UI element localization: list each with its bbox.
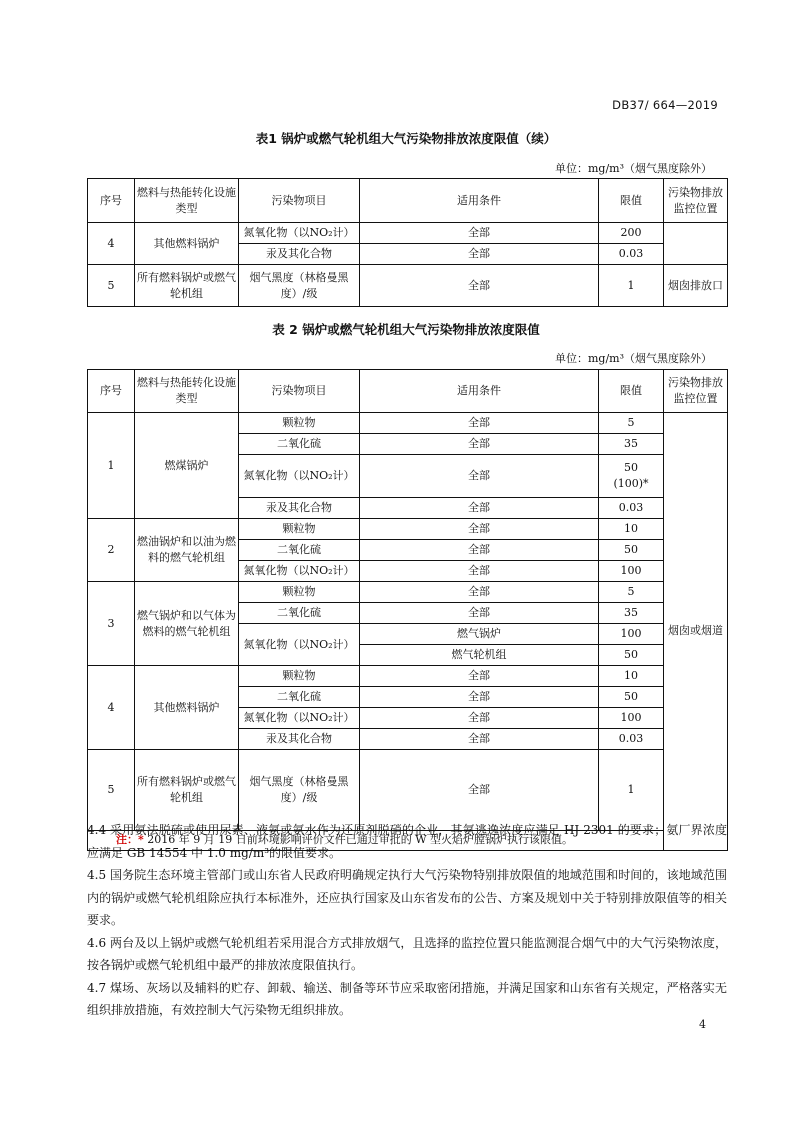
row-pollutant: 氮氧化物（以NO₂计）: [239, 223, 360, 244]
row-limit: 0.03: [599, 244, 664, 265]
row-condition: 燃气轮机组: [360, 645, 599, 666]
col-fuel-header: 燃料与热能转化设施类型: [135, 179, 239, 223]
paragraph-4-6: 4.6 两台及以上锅炉或燃气轮机组若采用混合方式排放烟气，且选择的监控位置只能监测混合烟气中的大气污染物浓度，按各锅炉或燃气轮机组中最严的排放浓度限值执行。: [87, 935, 727, 972]
col-condition-header: 适用条件: [360, 179, 599, 223]
row-pollutant: 二氧化硫: [239, 540, 360, 561]
table2-header-row: [88, 370, 728, 413]
row-limit: 50: [599, 645, 664, 666]
table-row: [88, 519, 728, 540]
row-limit: 50: [599, 687, 664, 708]
col-no-header: 序号: [88, 370, 135, 413]
note-label: 注：*: [116, 833, 144, 847]
row-limit: 200: [599, 223, 664, 244]
row-fuel: 所有燃料锅炉或燃气轮机组: [135, 750, 239, 831]
row-condition: 全部: [360, 244, 599, 265]
table-row: [88, 666, 728, 687]
row-fuel: 燃油锅炉和以油为燃料的燃气轮机组: [135, 519, 239, 582]
col-limit-header: 限值: [599, 179, 664, 223]
row-limit: 50: [599, 540, 664, 561]
row-condition: 全部: [360, 223, 599, 244]
row-pollutant: 汞及其化合物: [239, 244, 360, 265]
row-limit: [599, 455, 664, 498]
col-pollutant-header: 污染物项目: [239, 179, 360, 223]
row-location-empty: [664, 223, 728, 265]
row-fuel: 燃气锅炉和以气体为燃料的燃气轮机组: [135, 582, 239, 666]
col-fuel-header: 燃料与热能转化设施类型: [135, 370, 239, 413]
row-limit: 35: [599, 434, 664, 455]
row-limit: 100: [599, 708, 664, 729]
row-condition: 燃气锅炉: [360, 624, 599, 645]
body-text: [87, 819, 727, 1022]
col-no-header: 序号: [88, 179, 135, 223]
row-fuel: 燃煤锅炉: [135, 413, 239, 519]
col-location-header: 污染物排放监控位置: [664, 179, 728, 223]
row-no: 2: [88, 519, 135, 582]
paragraph-4-5: 4.5 国务院生态环境主管部门或山东省人民政府明确规定执行大气污染物特别排放限值的地域范围和时间的，该地域范围内的锅炉或燃气轮机组除应执行本标准外，还应执行国家及山东省发布的公告、方案及规划中关于特别排放限值等的相关要求。: [87, 868, 727, 927]
row-condition: 全部: [360, 434, 599, 455]
paragraph-4-7: 4.7 煤场、灰场以及辅料的贮存、卸载、输送、制备等环节应采取密闭措施，并满足国家和山东省有关规定，严格落实无组织排放措施，有效控制大气污染物无组织排放。: [87, 980, 727, 1017]
row-condition: 全部: [360, 540, 599, 561]
row-fuel: 所有燃料锅炉或燃气轮机组: [135, 265, 239, 307]
row-limit: 5: [599, 582, 664, 603]
table2: [87, 369, 728, 851]
row-condition: 全部: [360, 455, 599, 498]
table-row: [88, 223, 728, 244]
row-limit: 10: [599, 666, 664, 687]
row-condition: 全部: [360, 666, 599, 687]
row-condition: 全部: [360, 750, 599, 831]
table1-caption: 表1 锅炉或燃气轮机组大气污染物排放浓度限值（续）: [255, 131, 557, 146]
row-condition: 全部: [360, 561, 599, 582]
limit-value: 50: [624, 461, 638, 475]
row-limit: 100: [599, 561, 664, 582]
row-pollutant: 烟气黑度（林格曼黑度）/级: [239, 750, 360, 831]
row-no: 5: [88, 265, 135, 307]
row-pollutant: 汞及其化合物: [239, 498, 360, 519]
row-pollutant: 氮氧化物（以NO₂计）: [239, 561, 360, 582]
row-pollutant: 二氧化硫: [239, 603, 360, 624]
row-pollutant: 颗粒物: [239, 582, 360, 603]
row-location: 烟囱或烟道: [664, 413, 728, 851]
row-no: 4: [88, 666, 135, 750]
table1-unit: 单位：mg/m³（烟气黑度除外）: [554, 162, 712, 175]
row-limit: 0.03: [599, 498, 664, 519]
row-pollutant: 氮氧化物（以NO₂计）: [239, 624, 360, 666]
col-pollutant-header: 污染物项目: [239, 370, 360, 413]
col-condition-header: 适用条件: [360, 370, 599, 413]
row-pollutant: 汞及其化合物: [239, 729, 360, 750]
row-pollutant: 二氧化硫: [239, 434, 360, 455]
row-condition: 全部: [360, 729, 599, 750]
row-pollutant: 烟气黑度（林格曼黑度）/级: [239, 265, 360, 307]
col-location-header: 污染物排放监控位置: [664, 370, 728, 413]
row-fuel: 其他燃料锅炉: [135, 666, 239, 750]
row-no: 5: [88, 750, 135, 831]
col-limit-header: 限值: [599, 370, 664, 413]
row-no: 4: [88, 223, 135, 265]
table1-header-row: [88, 179, 728, 223]
row-limit: 35: [599, 603, 664, 624]
row-pollutant: 颗粒物: [239, 666, 360, 687]
page-number: 4: [699, 1018, 706, 1031]
row-location: 烟囱排放口: [664, 265, 728, 307]
table-row: [88, 582, 728, 603]
row-fuel: 其他燃料锅炉: [135, 223, 239, 265]
row-limit: 10: [599, 519, 664, 540]
row-no: 3: [88, 582, 135, 666]
table2-unit: 单位：mg/m³（烟气黑度除外）: [554, 352, 712, 365]
row-condition: 全部: [360, 265, 599, 307]
paragraph-4-4: 4.4 采用氨法脱硫或使用尿素、液氨或氨水作为还原剂脱硝的企业，其氨逃逸浓度应满足 HJ 2301 的要求；氨厂界浓度应满足 GB 14554 中 1.0 mg/m³的限值要求。: [87, 823, 727, 860]
document-code: DB37/ 664—2019: [612, 98, 718, 112]
table-row: [88, 265, 728, 307]
row-pollutant: 氮氧化物（以NO₂计）: [239, 708, 360, 729]
row-limit: 0.03: [599, 729, 664, 750]
note-text: 2016 年 9 月 19 日前环境影响评价文件已通过审批的 W 型火焰炉膛锅炉执行该限值。: [143, 833, 574, 847]
row-no: 1: [88, 413, 135, 519]
table2-caption: 表 2 锅炉或燃气轮机组大气污染物排放浓度限值: [272, 322, 540, 337]
row-condition: 全部: [360, 582, 599, 603]
row-pollutant: 二氧化硫: [239, 687, 360, 708]
row-condition: 全部: [360, 519, 599, 540]
row-condition: 全部: [360, 603, 599, 624]
row-condition: 全部: [360, 413, 599, 434]
row-condition: 全部: [360, 708, 599, 729]
row-limit: 5: [599, 413, 664, 434]
row-condition: 全部: [360, 687, 599, 708]
row-pollutant: 氮氧化物（以NO₂计）: [239, 455, 360, 498]
limit-value-alt: (100)*: [613, 477, 649, 490]
row-condition: 全部: [360, 498, 599, 519]
row-limit: 100: [599, 624, 664, 645]
row-pollutant: 颗粒物: [239, 519, 360, 540]
row-pollutant: 颗粒物: [239, 413, 360, 434]
row-limit: 1: [599, 750, 664, 831]
row-limit: 1: [599, 265, 664, 307]
table1: [87, 178, 728, 307]
table-row: [88, 413, 728, 434]
